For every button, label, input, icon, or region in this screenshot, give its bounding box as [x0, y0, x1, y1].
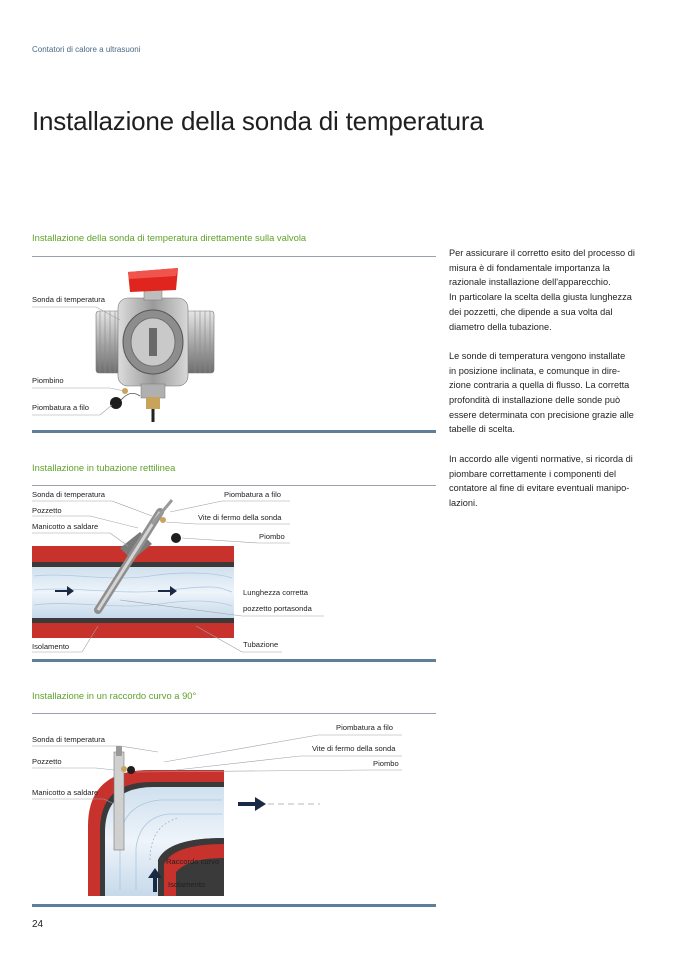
label-wire-seal: Piombatura a filo — [32, 403, 89, 412]
section-bottom-rule — [32, 659, 436, 662]
text-line: piombare correttamente i componenti del — [449, 468, 616, 479]
text-line: profondità di installazione delle sonde può — [449, 395, 621, 406]
label-wire-seal: Piombatura a filo — [336, 723, 393, 732]
section-bottom-rule — [32, 430, 436, 433]
text-line: essere determinata con precisione grazie alle — [449, 409, 634, 420]
text-line: dei pozzetti, che dipende a sua volta dal — [449, 306, 613, 317]
section-divider — [32, 256, 436, 257]
text-line: contatore al fine di evitare eventuali manipo- — [449, 483, 630, 494]
label-length-2: pozzetto portasonda — [243, 604, 312, 613]
text-line: In particolare la scelta della giusta lunghezza — [449, 292, 632, 303]
text-line: Le sonde di temperatura vengono installate — [449, 350, 626, 361]
label-length-1: Lunghezza corretta — [243, 588, 309, 597]
elbow-illustration — [88, 746, 320, 896]
label-lead: Piombo — [259, 532, 285, 541]
paragraph-3 — [449, 452, 645, 511]
text-line: misura è di fondamentale importanza la — [449, 262, 610, 273]
valve-illustration — [96, 268, 214, 422]
body-text — [449, 246, 645, 525]
text-line: Per assicurare il corretto esito del processo di — [449, 248, 635, 258]
label-wire-seal: Piombatura a filo — [224, 490, 281, 499]
page-title: Installazione della sonda di temperatura — [32, 106, 484, 136]
label-probe: Sonda di temperatura — [32, 295, 106, 304]
text-line: In accordo alle vigenti normative, si ricorda di — [449, 453, 633, 464]
text-line: diametro della tubazione. — [449, 321, 552, 332]
label-probe: Sonda di temperatura — [32, 490, 106, 499]
text-line: zione contraria a quella di flusso. La corretta — [449, 380, 630, 391]
section-title-valve: Installazione della sonda di temperatura direttamente sulla valvola — [32, 232, 307, 243]
label-lead: Piombo — [373, 759, 399, 768]
label-pipe: Tubazione — [243, 640, 279, 649]
section-bottom-rule — [32, 904, 436, 907]
label-insulation: Isolamento — [168, 880, 206, 889]
paragraph-1 — [449, 246, 645, 334]
label-sleeve: Manicotto a saldare — [32, 522, 99, 531]
page-number: 24 — [32, 919, 44, 930]
paragraph-2 — [449, 349, 645, 437]
section-title-elbow: Installazione in un raccordo curvo a 90° — [32, 690, 197, 701]
label-probe: Sonda di temperatura — [32, 735, 106, 744]
section-divider — [32, 485, 436, 486]
label-elbow: Raccordo curvo — [166, 857, 220, 866]
label-sleeve: Manicotto a saldare — [32, 788, 99, 797]
label-well: Pozzetto — [32, 757, 62, 766]
section-divider — [32, 713, 436, 714]
label-screw: Vite di fermo della sonda — [312, 744, 396, 753]
text-line: tabelle di scelta. — [449, 424, 515, 435]
section-title-straight-pipe: Installazione in tubazione rettilinea — [32, 462, 176, 473]
text-line: lazioni. — [449, 497, 478, 508]
label-well: Pozzetto — [32, 506, 62, 515]
label-insulation: Isolamento — [32, 642, 70, 651]
label-screw: Vite di fermo della sonda — [198, 513, 282, 522]
label-lead: Piombino — [32, 376, 64, 385]
text-line: in posizione inclinata, e comunque in dire- — [449, 365, 621, 376]
text-line: razionale installazione dell'apparecchio. — [449, 277, 611, 288]
breadcrumb: Contatori di calore a ultrasuoni — [32, 45, 141, 54]
